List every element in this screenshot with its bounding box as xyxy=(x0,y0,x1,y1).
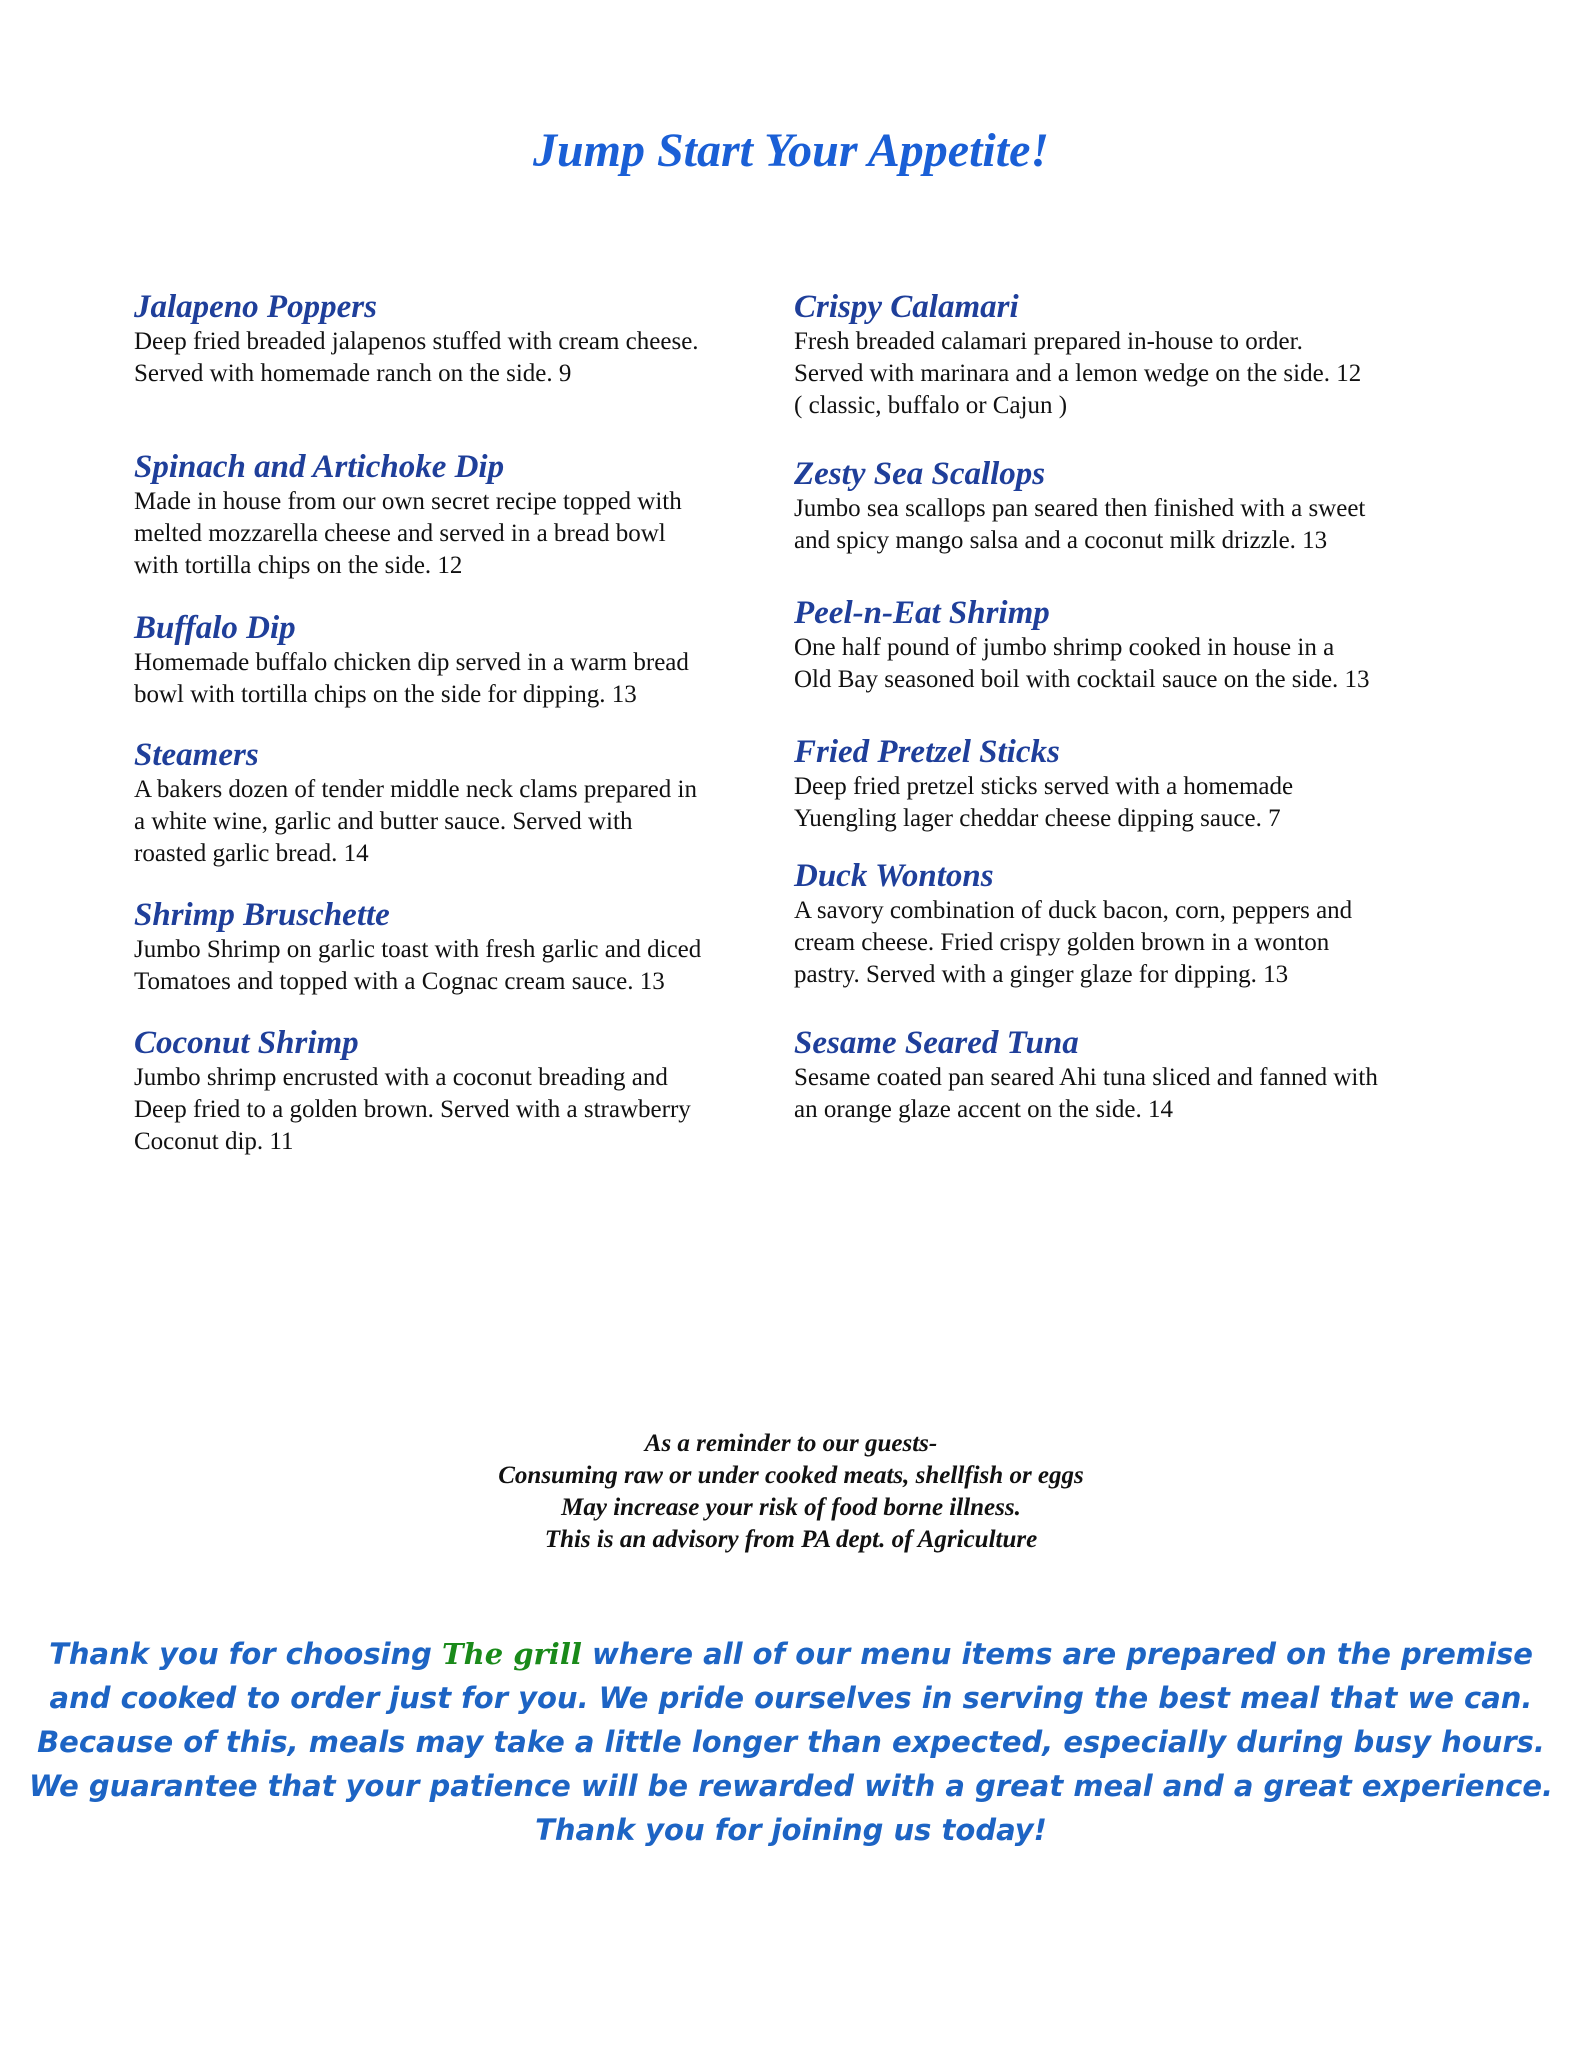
menu-item-buffalo-dip xyxy=(134,609,784,711)
menu-item-shrimp-bruschette xyxy=(134,896,784,998)
description-line: Deep fried pretzel sticks served with a homemade xyxy=(794,773,1294,800)
page-title: Jump Start Your Appetite! xyxy=(532,124,1050,177)
advisory-line: As a reminder to our guests- xyxy=(644,1430,938,1457)
description-line: One half pound of jumbo shrimp cooked in house in a xyxy=(794,634,1335,661)
item-name: Steamers xyxy=(134,737,259,773)
thanks-line: Because of this, meals may take a little longer than expected, especially during busy hours. xyxy=(37,1725,1545,1759)
thanks-line: Thank you for joining us today! xyxy=(535,1813,1047,1847)
advisory-line: May increase your risk of food borne illness. xyxy=(561,1494,1021,1521)
health-advisory xyxy=(0,1428,1582,1556)
item-description xyxy=(794,493,1514,557)
menu-item-jalapeno-poppers xyxy=(134,288,784,390)
item-name: Duck Wontons xyxy=(794,858,994,894)
description-line: with tortilla chips on the side. 12 xyxy=(134,552,463,579)
item-description xyxy=(134,1062,784,1158)
item-description xyxy=(794,895,1514,991)
item-name: Jalapeno Poppers xyxy=(134,289,377,325)
item-name: Zesty Sea Scallops xyxy=(794,456,1046,492)
description-line: Coconut dip. 11 xyxy=(134,1128,294,1155)
description-line: melted mozzarella cheese and served in a bread bowl xyxy=(134,520,666,547)
menu-item-fried-pretzel-sticks xyxy=(794,733,1514,835)
item-description xyxy=(134,647,784,711)
advisory-line: Consuming raw or under cooked meats, shellfish or eggs xyxy=(498,1462,1084,1489)
description-line: a white wine, garlic and butter sauce. Served with xyxy=(134,808,633,835)
description-line: Made in house from our own secret recipe topped with xyxy=(134,488,682,515)
menu-item-peel-n-eat-shrimp xyxy=(794,594,1514,696)
menu-item-zesty-sea-scallops xyxy=(794,455,1514,557)
item-description xyxy=(794,632,1514,696)
thanks-line: We guarantee that your patience will be rewarded with a great meal and a great experience. xyxy=(28,1769,1554,1803)
restaurant-name: The grill xyxy=(442,1637,582,1671)
menu-item-duck-wontons xyxy=(794,857,1514,991)
item-description xyxy=(794,326,1514,422)
item-name: Peel-n-Eat Shrimp xyxy=(794,595,1050,631)
thanks-line xyxy=(0,1632,1582,1676)
thanks-text: where all of our menu items are prepared on the premise xyxy=(581,1637,1533,1671)
description-line: Deep fried breaded jalapenos stuffed with cream cheese. xyxy=(134,328,699,355)
description-line: ( classic, buffalo or Cajun ) xyxy=(794,392,1068,419)
item-description xyxy=(794,771,1514,835)
item-description xyxy=(134,934,784,998)
menu-item-crispy-calamari xyxy=(794,288,1514,422)
description-line: Fresh breaded calamari prepared in-house to order. xyxy=(794,328,1303,355)
description-line: Deep fried to a golden brown. Served with a strawberry xyxy=(134,1096,691,1123)
item-description xyxy=(794,1062,1514,1126)
description-line: Old Bay seasoned boil with cocktail sauce on the side. 13 xyxy=(794,666,1370,693)
description-line: Homemade buffalo chicken dip served in a warm bread xyxy=(134,649,689,676)
menu-item-spinach-artichoke-dip xyxy=(134,448,784,582)
item-name: Fried Pretzel Sticks xyxy=(794,734,1060,770)
description-line: an orange glaze accent on the side. 14 xyxy=(794,1096,1173,1123)
advisory-line: This is an advisory from PA dept. of Agriculture xyxy=(544,1526,1038,1553)
item-name: Spinach and Artichoke Dip xyxy=(134,449,505,485)
description-line: Served with marinara and a lemon wedge on the side. 12 xyxy=(794,360,1362,387)
menu-item-sesame-seared-tuna xyxy=(794,1024,1514,1126)
item-description xyxy=(134,326,784,390)
item-name: Buffalo Dip xyxy=(134,610,296,646)
description-line: Served with homemade ranch on the side. 9 xyxy=(134,360,572,387)
description-line: pastry. Served with a ginger glaze for dipping. 13 xyxy=(794,961,1289,988)
description-line: roasted garlic bread. 14 xyxy=(134,840,369,867)
description-line: Jumbo sea scallops pan seared then finished with a sweet xyxy=(794,495,1366,522)
description-line: A savory combination of duck bacon, corn, peppers and xyxy=(794,897,1353,924)
item-name: Shrimp Bruschette xyxy=(134,897,390,933)
thank-you-message xyxy=(0,1632,1582,1852)
description-line: Tomatoes and topped with a Cognac cream sauce. 13 xyxy=(134,968,665,995)
description-line: and spicy mango salsa and a coconut milk drizzle. 13 xyxy=(794,527,1328,554)
description-line: Sesame coated pan seared Ahi tuna sliced and fanned with xyxy=(794,1064,1378,1091)
menu-item-coconut-shrimp xyxy=(134,1024,784,1158)
menu-item-steamers xyxy=(134,736,784,870)
item-name: Crispy Calamari xyxy=(794,289,1019,325)
description-line: Yuengling lager cheddar cheese dipping sauce. 7 xyxy=(794,805,1281,832)
description-line: Jumbo shrimp encrusted with a coconut breading and xyxy=(134,1064,668,1091)
item-name: Sesame Seared Tuna xyxy=(794,1025,1079,1061)
item-name: Coconut Shrimp xyxy=(134,1025,359,1061)
description-line: bowl with tortilla chips on the side for dipping. 13 xyxy=(134,681,637,708)
description-line: Jumbo Shrimp on garlic toast with fresh garlic and diced xyxy=(134,936,702,963)
description-line: cream cheese. Fried crispy golden brown in a wonton xyxy=(794,929,1330,956)
description-line: A bakers dozen of tender middle neck clams prepared in xyxy=(134,776,697,803)
item-description xyxy=(134,486,784,582)
thanks-text: Thank you for choosing xyxy=(49,1637,443,1671)
thanks-line: and cooked to order just for you. We pride ourselves in serving the best meal that we can. xyxy=(49,1681,1533,1715)
item-description xyxy=(134,774,784,870)
